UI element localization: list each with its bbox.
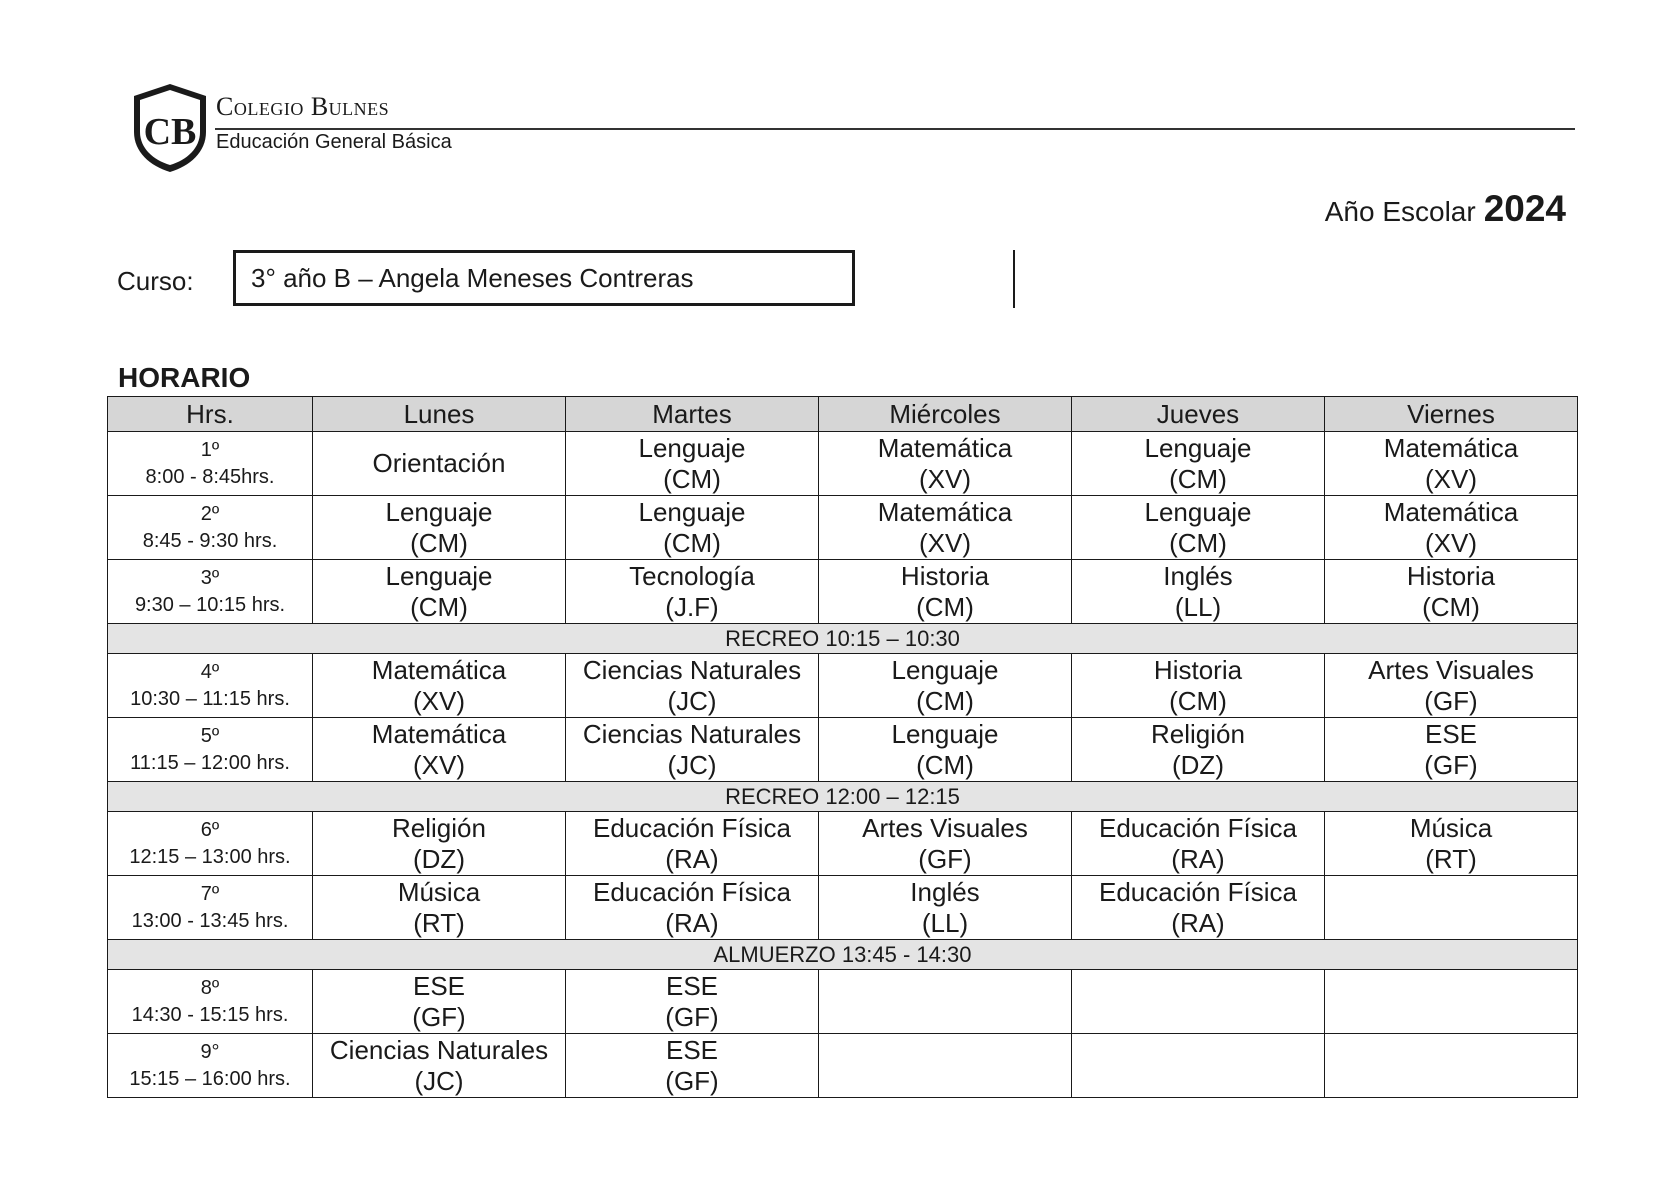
subject-name: Historia: [1406, 560, 1496, 591]
subject-name: Orientación: [372, 448, 506, 478]
period-number: 5º: [200, 724, 220, 747]
vertical-divider: [1013, 250, 1015, 308]
school-name: Colegio Bulnes: [216, 92, 390, 121]
period-time: 11:15 – 12:00 hrs.: [130, 751, 290, 774]
period-number: 8º: [200, 976, 220, 999]
subject-cell: [566, 876, 819, 940]
teacher-initials: (CM): [916, 749, 974, 780]
subject-cell: [819, 718, 1072, 782]
header-divider: [215, 128, 1575, 130]
time-cell: [108, 718, 313, 782]
break-row: [108, 624, 1578, 654]
teacher-initials: (RA): [665, 843, 719, 874]
subject-cell: [566, 1034, 819, 1098]
teacher-initials: (CM): [663, 527, 721, 558]
timetable-row: [108, 432, 1578, 496]
subject-cell: [566, 812, 819, 876]
subject-cell: [313, 970, 566, 1034]
teacher-initials: (LL): [921, 907, 969, 938]
period-time: 8:45 - 9:30 hrs.: [142, 529, 278, 552]
subject-name: Lenguaje: [638, 496, 746, 527]
subject-cell: [1325, 718, 1578, 782]
teacher-initials: (JC): [414, 1065, 464, 1096]
subject-cell: [313, 812, 566, 876]
school-year-value: 2024: [1483, 188, 1566, 229]
subject-name: ESE: [665, 970, 719, 1001]
teacher-initials: (XV): [1425, 463, 1477, 494]
teacher-initials: (CM): [916, 591, 974, 622]
subject-cell: [313, 560, 566, 624]
school-year-label: Año Escolar: [1324, 196, 1476, 227]
teacher-initials: (GF): [918, 843, 972, 874]
teacher-initials: (DZ): [413, 843, 465, 874]
subject-name: Lenguaje: [1144, 432, 1252, 463]
timetable-row: [108, 718, 1578, 782]
teacher-initials: (JC): [667, 685, 717, 716]
time-cell: [108, 812, 313, 876]
teacher-initials: (LL): [1174, 591, 1222, 622]
teacher-initials: (CM): [410, 591, 468, 622]
teacher-initials: (RT): [1425, 843, 1477, 874]
subject-name: Religión: [1151, 718, 1245, 749]
timetable-header-row: [108, 397, 1578, 432]
time-cell: [108, 432, 313, 496]
time-cell: [108, 970, 313, 1034]
period-number: 7º: [200, 882, 220, 905]
subject-name: Inglés: [910, 876, 980, 907]
period-time: 10:30 – 11:15 hrs.: [130, 687, 290, 710]
subject-cell: [819, 812, 1072, 876]
teacher-initials: (XV): [919, 463, 971, 494]
subject-cell: [819, 432, 1072, 496]
header-cell: Lunes: [313, 397, 566, 432]
timetable-row: [108, 970, 1578, 1034]
period-time: 9:30 – 10:15 hrs.: [134, 593, 286, 616]
subject-name: Religión: [392, 812, 486, 843]
subject-cell: [1072, 496, 1325, 560]
subject-name: Lenguaje: [385, 496, 493, 527]
time-cell: [108, 654, 313, 718]
teacher-initials: (RA): [1171, 843, 1225, 874]
time-cell: [108, 560, 313, 624]
header-cell: Jueves: [1072, 397, 1325, 432]
timetable-row: [108, 560, 1578, 624]
subject-cell: [1325, 970, 1578, 1034]
break-label: RECREO 10:15 – 10:30: [108, 624, 1578, 654]
subject-cell: [313, 1034, 566, 1098]
period-time: 8:00 - 8:45hrs.: [145, 465, 275, 488]
subject-name: Lenguaje: [1144, 496, 1252, 527]
subject-name: Matemática: [877, 496, 1013, 527]
timetable-row: [108, 876, 1578, 940]
subject-cell: [1072, 812, 1325, 876]
break-row: [108, 782, 1578, 812]
subject-cell: [1072, 970, 1325, 1034]
subject-cell: [819, 654, 1072, 718]
subject-name: Tecnología: [629, 560, 755, 591]
teacher-initials: (GF): [1424, 749, 1478, 780]
subject-cell: [313, 718, 566, 782]
subject-name: ESE: [1424, 718, 1478, 749]
subject-name: Ciencias Naturales: [582, 654, 802, 685]
time-cell: [108, 1034, 313, 1098]
period-number: 6º: [200, 818, 220, 841]
subject-name: Lenguaje: [385, 560, 493, 591]
teacher-initials: (XV): [919, 527, 971, 558]
teacher-initials: (CM): [410, 527, 468, 558]
subject-name: Ciencias Naturales: [582, 718, 802, 749]
break-label: ALMUERZO 13:45 - 14:30: [108, 940, 1578, 970]
header-cell: Martes: [566, 397, 819, 432]
subject-name: Educación Física: [593, 876, 791, 907]
school-crest-icon: [130, 82, 210, 174]
teacher-initials: (RA): [665, 907, 719, 938]
subject-cell: [1325, 654, 1578, 718]
teacher-initials: (CM): [1169, 463, 1227, 494]
curso-value-box: 3° año B – Angela Meneses Contreras: [233, 250, 855, 306]
subject-name: Historia: [900, 560, 990, 591]
subject-name: ESE: [665, 1034, 719, 1065]
period-number: 1º: [200, 438, 220, 461]
subject-cell: [1072, 718, 1325, 782]
break-label: RECREO 12:00 – 12:15: [108, 782, 1578, 812]
teacher-initials: (GF): [412, 1001, 466, 1032]
subject-cell: [1072, 1034, 1325, 1098]
subject-cell: [566, 432, 819, 496]
timetable-row: [108, 812, 1578, 876]
period-number: 4º: [200, 660, 220, 683]
teacher-initials: (JC): [667, 749, 717, 780]
subject-name: Lenguaje: [891, 654, 999, 685]
school-year: [1325, 188, 1566, 230]
teacher-initials: (J.F): [665, 591, 719, 622]
period-number: 9°: [200, 1040, 220, 1063]
period-number: 2º: [200, 502, 220, 525]
period-number: 3º: [200, 566, 220, 589]
subject-cell: [1325, 812, 1578, 876]
subject-cell: [566, 718, 819, 782]
crest-letters: CB: [143, 111, 197, 153]
timetable-row: [108, 496, 1578, 560]
subject-name: Música: [1409, 812, 1493, 843]
break-row: [108, 940, 1578, 970]
period-time: 13:00 - 13:45 hrs.: [131, 909, 289, 932]
subject-cell: [566, 496, 819, 560]
teacher-initials: (DZ): [1172, 749, 1224, 780]
time-cell: [108, 496, 313, 560]
subject-name: ESE: [412, 970, 466, 1001]
subject-cell: [819, 1034, 1072, 1098]
header-cell: Hrs.: [108, 397, 313, 432]
subject-name: Educación Física: [593, 812, 791, 843]
subject-name: Música: [397, 876, 481, 907]
subject-name: Matemática: [1383, 432, 1519, 463]
header-cell: Miércoles: [819, 397, 1072, 432]
subject-name: Matemática: [1383, 496, 1519, 527]
subject-cell: [1072, 654, 1325, 718]
subject-cell: [1325, 560, 1578, 624]
period-time: 15:15 – 16:00 hrs.: [129, 1067, 291, 1090]
subject-cell: [819, 970, 1072, 1034]
time-cell: [108, 876, 313, 940]
school-level: Educación General Básica: [216, 131, 452, 153]
subject-cell: [1325, 496, 1578, 560]
subject-cell: [819, 496, 1072, 560]
teacher-initials: (CM): [916, 685, 974, 716]
teacher-initials: (CM): [1169, 685, 1227, 716]
timetable-row: [108, 1034, 1578, 1098]
timetable: [107, 396, 1578, 1098]
subject-name: Matemática: [877, 432, 1013, 463]
subject-cell: [313, 654, 566, 718]
period-time: 12:15 – 13:00 hrs.: [129, 845, 291, 868]
subject-name: Historia: [1153, 654, 1243, 685]
subject-cell: [1072, 560, 1325, 624]
teacher-initials: (CM): [1422, 591, 1480, 622]
subject-cell: [1072, 432, 1325, 496]
timetable-row: [108, 654, 1578, 718]
subject-name: Ciencias Naturales: [329, 1034, 549, 1065]
teacher-initials: (XV): [413, 685, 465, 716]
curso-label: Curso:: [117, 266, 194, 296]
teacher-initials: (XV): [1425, 527, 1477, 558]
subject-cell: [819, 560, 1072, 624]
header-cell: Viernes: [1325, 397, 1578, 432]
teacher-initials: (GF): [665, 1065, 719, 1096]
teacher-initials: (GF): [1424, 685, 1478, 716]
teacher-initials: (GF): [665, 1001, 719, 1032]
subject-name: Lenguaje: [891, 718, 999, 749]
subject-cell: [313, 432, 566, 496]
subject-name: Inglés: [1163, 560, 1233, 591]
subject-cell: [1325, 876, 1578, 940]
teacher-initials: (RT): [413, 907, 465, 938]
teacher-initials: (CM): [1169, 527, 1227, 558]
period-time: 14:30 - 15:15 hrs.: [131, 1003, 289, 1026]
subject-name: Artes Visuales: [1368, 654, 1534, 685]
subject-name: Lenguaje: [638, 432, 746, 463]
subject-name: Matemática: [371, 654, 507, 685]
subject-cell: [566, 970, 819, 1034]
subject-cell: [313, 496, 566, 560]
subject-cell: [566, 654, 819, 718]
subject-name: Educación Física: [1099, 876, 1297, 907]
horario-title: HORARIO: [118, 362, 251, 393]
subject-name: Artes Visuales: [862, 812, 1028, 843]
subject-cell: [1072, 876, 1325, 940]
subject-cell: [1325, 432, 1578, 496]
teacher-initials: (XV): [413, 749, 465, 780]
subject-name: Matemática: [371, 718, 507, 749]
teacher-initials: (RA): [1171, 907, 1225, 938]
subject-cell: [819, 876, 1072, 940]
subject-cell: [566, 560, 819, 624]
subject-cell: [313, 876, 566, 940]
subject-name: Educación Física: [1099, 812, 1297, 843]
teacher-initials: (CM): [663, 463, 721, 494]
subject-cell: [1325, 1034, 1578, 1098]
